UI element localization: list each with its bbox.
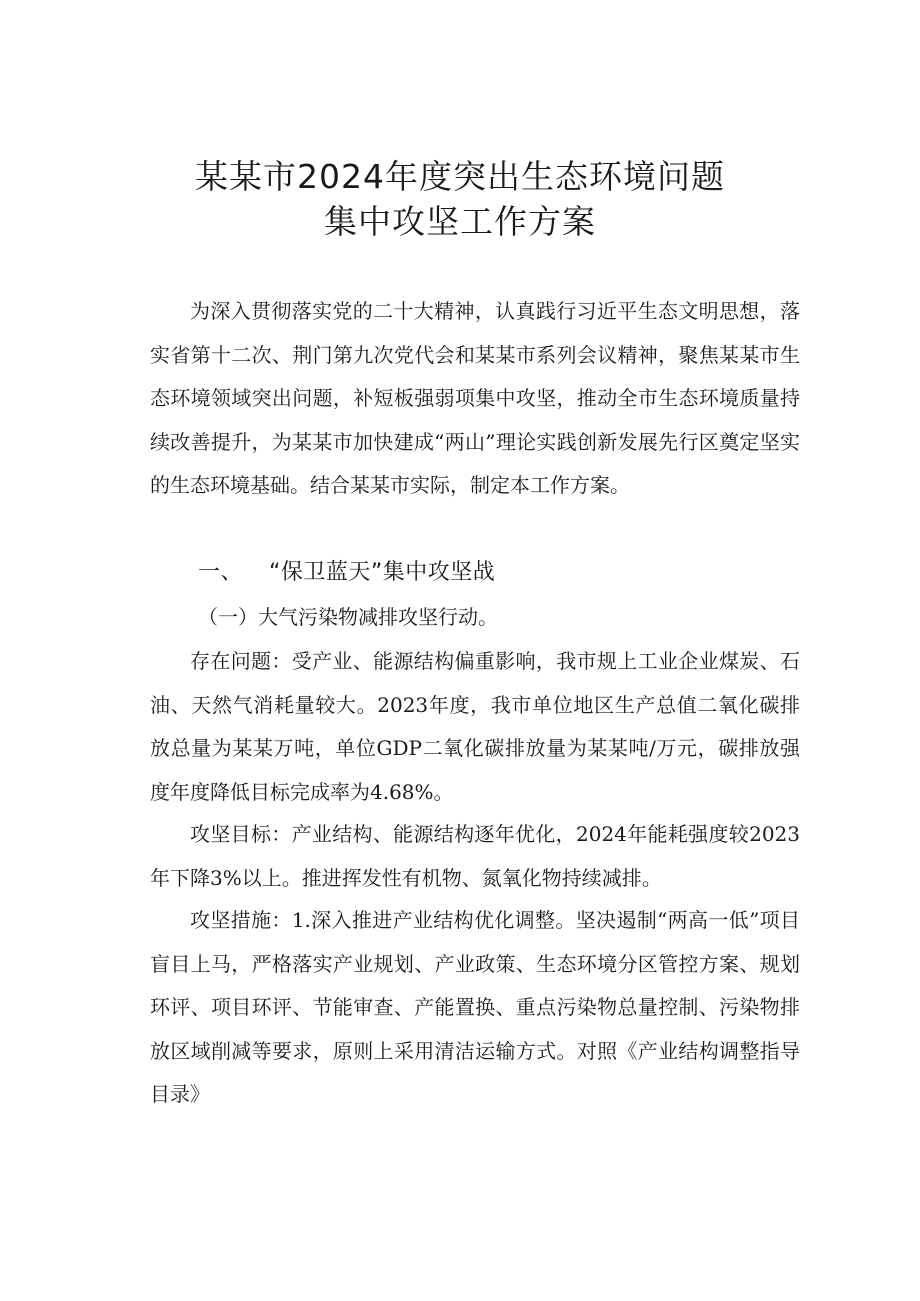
goals-paragraph: 攻坚目标：产业结构、能源结构逐年优化，2024年能耗强度较2023年下降3%以上。推进挥发性有机物、氮氧化物持续减排。 <box>150 822 800 890</box>
subsection-heading: （一）大气污染物减排攻坚行动。 <box>198 605 498 629</box>
document-title-line-2: 集中攻坚工作方案 <box>324 202 596 241</box>
section-title: “保卫蓝天”集中攻坚战 <box>269 560 496 585</box>
section-heading <box>198 553 495 593</box>
document-title-line-1: 某某市2024年度突出生态环境问题 <box>195 157 725 196</box>
measures-paragraph: 攻坚措施：1.深入推进产业结构优化调整。坚决遏制“两高一低”项目盲目上马，严格落实产业规划、产业政策、生态环境分区管控方案、规划环评、项目环评、节能审查、产能置换、重点污染物总量控制、污染物排放区域削减等要求，原则上采用清洁运输方式。对照《产业结构调整指导目录》 <box>150 908 800 1106</box>
intro-paragraph: 为深入贯彻落实党的二十大精神，认真践行习近平生态文明思想，落实省第十二次、荆门第九次党代会和某某市系列会议精神，聚焦某某市生态环境领域突出问题，补短板强弱项集中攻坚，推动全市生态环境质量持续改善提升，为某某市加快建成“两山”理论实践创新发展先行区奠定坚实的生态环境基础。结合某某市实际，制定本工作方案。 <box>150 299 800 497</box>
section-number: 一、 <box>198 560 244 585</box>
problems-paragraph: 存在问题：受产业、能源结构偏重影响，我市规上工业企业煤炭、石油、天然气消耗量较大。2023年度，我市单位地区生产总值二氧化碳排放总量为某某万吨，单位GDP二氧化碳排放量为某某吨/万元，碳排放强度年度降低目标完成率为4.68%。 <box>150 649 800 804</box>
